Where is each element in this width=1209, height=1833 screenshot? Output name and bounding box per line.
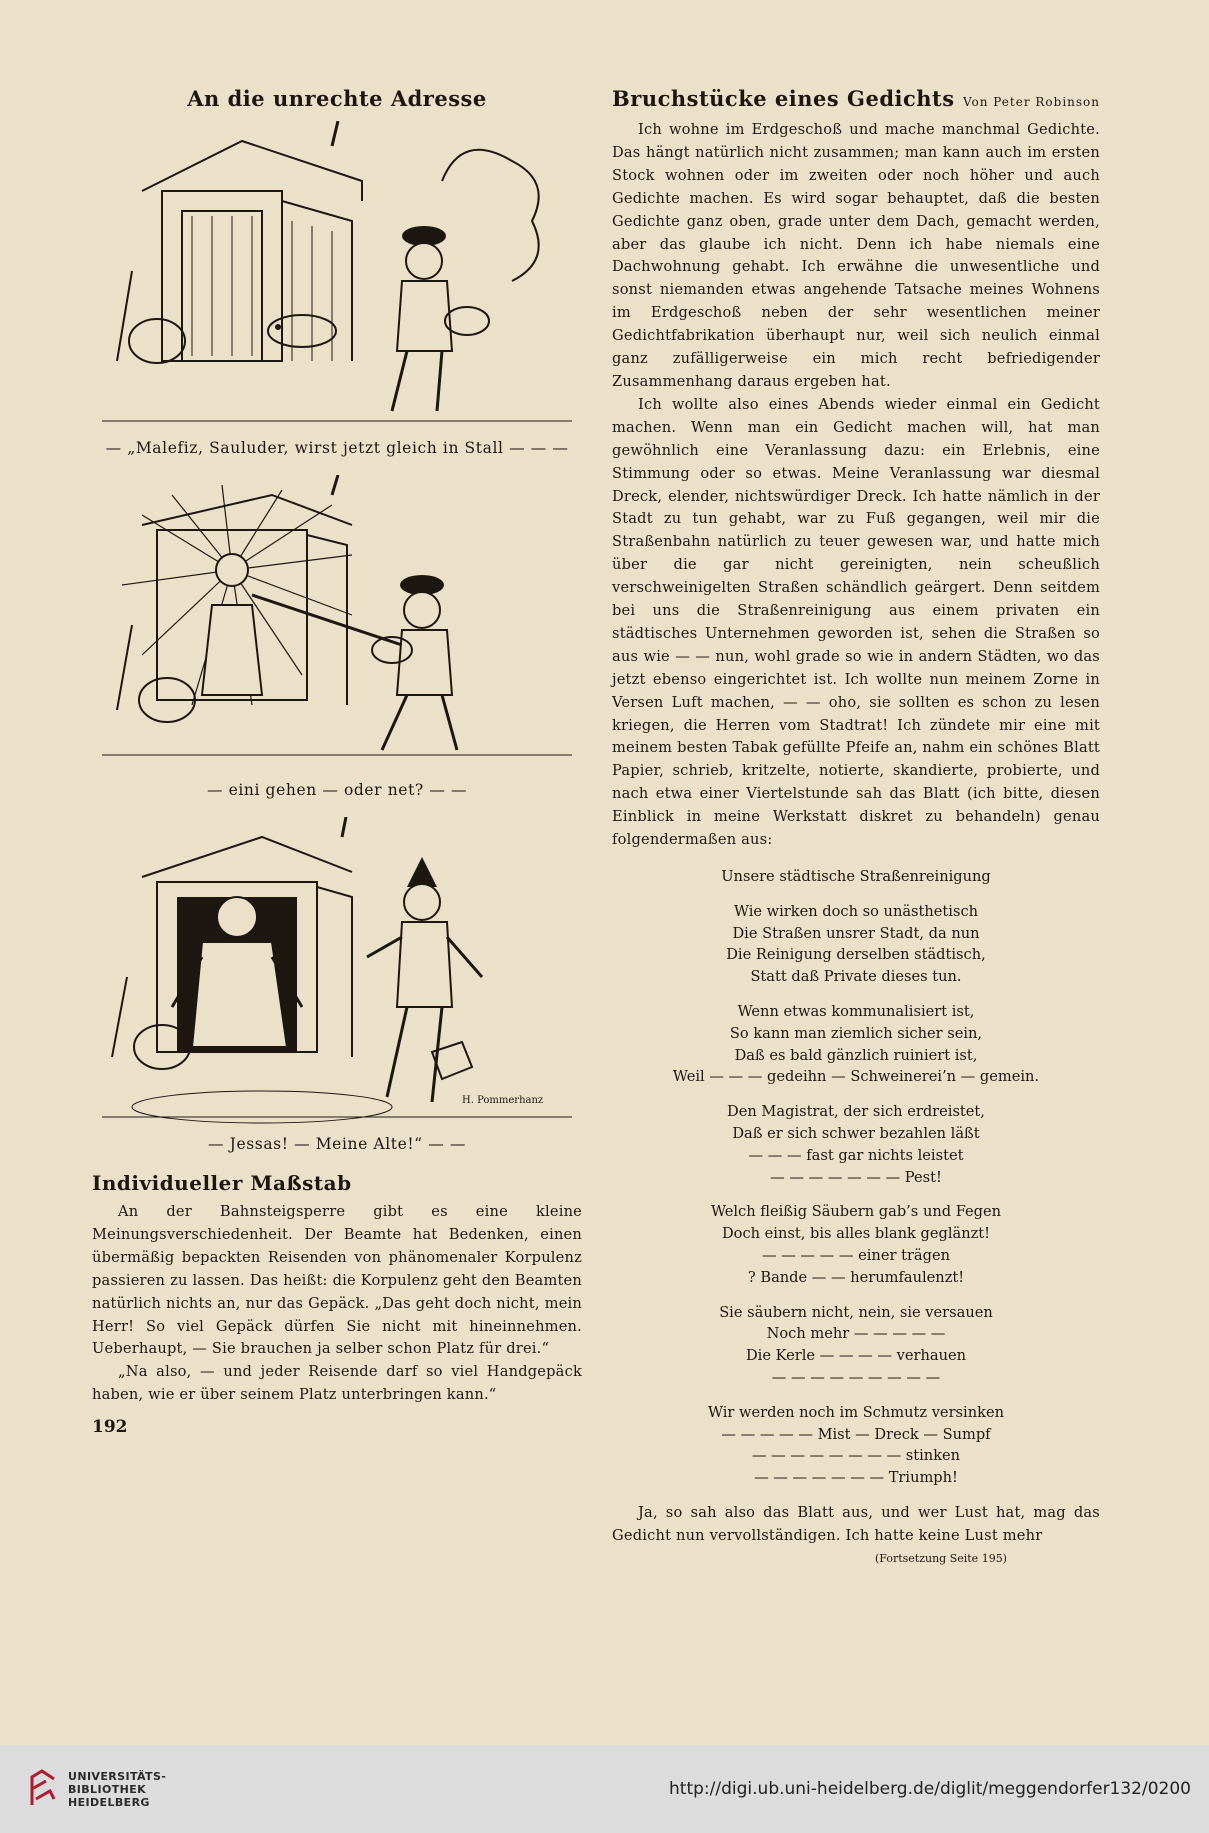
left-body — [92, 1201, 582, 1407]
poem-line: — — — — — — — — stinken — [751, 1447, 961, 1465]
poem-stanza-2 — [612, 1001, 1100, 1088]
cartoon-title: An die unrechte Adresse — [187, 86, 487, 111]
closing-paragraph: Ja, so sah also das Blatt aus, und wer Lust hat, mag das Gedicht nun vervollständigen. Ich hatte keine Lust mehr — [612, 1503, 1100, 1544]
page-number: 192 — [92, 1417, 128, 1438]
poem-stanza-5 — [612, 1302, 1100, 1389]
right-paragraph-1: Ich wohne im Erdgeschoß und mache manchmal Gedichte. Das hängt natürlich nicht zusammen; man kann auch im ersten Stock wohnen oder im zweiten oder noch höher und auch Gedichte machen. Es wird sogar behauptet, daß die besten Gedichte ganz oben, grade unter dem Dach, gemacht werden, aber das glaube ich nicht. Denn ich habe niemals eine Dachwohnung gehabt. Ich erwähne die unwesentliche und sonst niemanden etwas angehende Tatsache meines Wohnens im Erdgeschoß neben der sehr wesentlichen meiner Gedichtfabrikation überhaupt nur, weil sich neulich einmal ganz zufälligerweise ein mich recht befriedigender Zusammenhang daraus ergeben hat. — [612, 121, 1100, 390]
poem-line: Die Straßen unsrer Stadt, da nun — [732, 924, 980, 942]
library-logo[interactable] — [28, 1769, 166, 1809]
caption-2: — eini gehen — oder net? — — — [206, 781, 468, 799]
article-title: Bruchstücke eines Gedichts — [612, 86, 955, 111]
section-title: Individueller Maßstab — [92, 1171, 352, 1195]
right-body — [612, 119, 1100, 852]
poem-line: So kann man ziemlich sicher sein, — [729, 1024, 983, 1042]
poem-line: Doch einst, bis alles blank geglänzt! — [721, 1225, 991, 1243]
poem-stanza-3 — [612, 1101, 1100, 1188]
library-name-line: UNIVERSITÄTS- — [68, 1769, 167, 1783]
right-paragraph-2: Ich wollte also eines Abends wieder einmal ein Gedicht machen. Wenn man ein Gedicht machen will, hat man gewöhnlich eine Veranlassung dazu: ein Erlebnis, eine Stimmung oder so etwas. Meine Veranlassung war diesmal Dreck, elender, nichtswürdiger Dreck. Ich hatte nämlich in der Stadt zu tun gehabt, war zu Fuß gegangen, weil mir die Straßenbahn natürlich zu teuer gewesen war, und hatte mich über die gar nicht gereinigten, nein scheußlich verschweinigelten Straßen schändlich geärgert. Denn seitdem bei uns die Straßenreinigung aus einem privaten ein städtisches Unternehmen geworden ist, sehen die Straßen so aus wie — — nun, wohl grade so wie in andern Städten, wo das jetzt ebenso eingerichtet ist. Ich wollte nun meinem Zorne in Versen Luft machen, — — oho, sie sollten es schon zu lesen kriegen, die Herren vom Stadtrat! Ich zündete mir eine mit meinem besten Tabak gefüllte Pfeife an, nahm ein schönes Blatt Papier, schrieb, kritzelte, notierte, skandierte, probierte, und nach etwa einer Viertelstunde sah das Blatt (ich bitte, diesen Einblick in meine Werkstatt diskret zu behandeln) genau folgendermaßen aus: — [612, 395, 1100, 849]
right-column — [612, 86, 1100, 1565]
poem-line: Sie säubern nicht, nein, sie versauen — [719, 1303, 993, 1321]
library-name-line: BIBLIOTHEK — [68, 1782, 147, 1796]
library-name-line: HEIDELBERG — [68, 1795, 150, 1809]
poem-line: Den Magistrat, der sich erdreistet, — [727, 1103, 985, 1121]
poem-stanza-4 — [612, 1201, 1100, 1288]
poem-line: Wenn etwas kommunalisiert ist, — [737, 1002, 975, 1020]
viewer-footer — [0, 1745, 1209, 1833]
poem-line: Wir werden noch im Schmutz versinken — [708, 1403, 1004, 1421]
poem-line: Statt daß Private dieses tun. — [750, 968, 962, 986]
byline: Von Peter Robinson — [962, 95, 1100, 109]
poem-line: — — — — — — — Triumph! — [754, 1469, 958, 1487]
permalink-url[interactable]: http://digi.ub.uni-heidelberg.de/diglit/meggendorfer132/0200 — [669, 1779, 1191, 1799]
library-name — [68, 1770, 166, 1809]
poem-line: Wie wirken doch so unästhetisch — [733, 902, 979, 920]
poem-stanza-6 — [612, 1402, 1100, 1489]
poem-line: Weil — — — gedeihn — Schweinerei’n — gemein. — [672, 1068, 1040, 1086]
cartoon-panel-2 — [102, 475, 572, 775]
library-logo-icon — [28, 1769, 58, 1809]
poem-line: ? Bande — — herumfaulenzt! — [747, 1268, 965, 1286]
poem-line: Daß er sich schwer bezahlen läßt — [732, 1124, 980, 1142]
caption-3: — Jessas! — Meine Alte!“ — — — [208, 1135, 466, 1153]
poem-title: Unsere städtische Straßenreinigung — [721, 868, 991, 885]
poem-line: Welch fleißig Säubern gab’s und Fegen — [710, 1203, 1002, 1221]
poem — [612, 866, 1100, 1489]
poem-line: Die Kerle — — — — verhauen — [745, 1347, 967, 1365]
left-paragraph-2: „Na also, — und jeder Reisende darf so viel Handgepäck haben, wie er über seinem Platz unterbringen kann.“ — [92, 1363, 582, 1404]
caption-1: — „Malefiz, Sauluder, wirst jetzt gleich in Stall — — — — [105, 439, 569, 457]
poem-line: — — — — — einer trägen — [761, 1246, 951, 1264]
poem-line: — — — fast gar nichts leistet — [748, 1146, 964, 1164]
closing-text — [612, 1502, 1100, 1548]
artist-signature: H. Pommerhanz — [462, 1095, 544, 1106]
poem-line: — — — — — — — Pest! — [770, 1168, 942, 1186]
left-paragraph-1: An der Bahnsteigsperre gibt es eine kleine Meinungsverschiedenheit. Der Beamte hat Bedenken, einen übermäßig bepackten Reisenden von phänomenaler Korpulenz passieren zu lassen. Das heißt: die Korpulenz geht den Beamten natürlich nichts an, nur das Gepäck. „Das geht doch nicht, mein Herr! So viel Gepäck dürfen Sie nicht mit hineinnehmen. Ueberhaupt, — Sie brauchen ja selber schon Platz für drei.“ — [92, 1203, 582, 1358]
poem-line: Daß es bald gänzlich ruiniert ist, — [734, 1046, 978, 1064]
cartoon-panel-1 — [102, 121, 572, 433]
poem-stanza-1 — [612, 901, 1100, 988]
continuation-note: (Fortsetzung Seite 195) — [875, 1551, 1007, 1565]
poem-line: Die Reinigung derselben städtisch, — [726, 946, 986, 964]
cartoon-panel-3 — [102, 817, 572, 1129]
poem-line: — — — — — — — — — — [771, 1368, 941, 1386]
article-header — [612, 86, 1100, 111]
poem-line: — — — — — Mist — Dreck — Sumpf — [721, 1425, 991, 1443]
poem-line: Noch mehr — — — — — — [766, 1325, 946, 1343]
left-column — [92, 86, 582, 1437]
